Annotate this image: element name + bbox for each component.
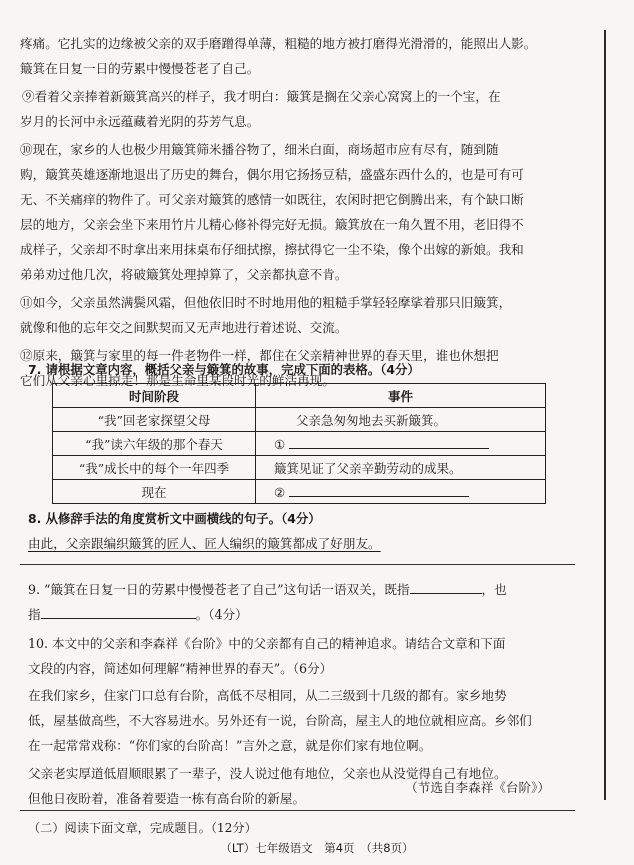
- answer-marker: ①: [274, 436, 286, 452]
- paragraph-11-line2: 就像和他的忘年交之间默契而又无声地进行着述说、交流。: [20, 320, 348, 335]
- question-9-text: 指: [28, 607, 41, 622]
- answer-blank-2[interactable]: [289, 484, 469, 497]
- passage-line: 簸箕在日复一日的劳累中慢慢苍老了自己。: [20, 61, 260, 76]
- paragraph-10-line2: 购，簸箕英雄逐渐地退出了历史的舞台，偶尔用它扬扬豆秸，盛盛东西什么的，也是可有可: [20, 167, 524, 182]
- paragraph-10-line6: 弟弟劝过他几次，将破簸箕处理掉算了，父亲都执意不肯。: [20, 267, 348, 282]
- paragraph-10-line4: 层的地方，父亲会坐下来用竹片儿精心修补得完好无损。簸箕放在一角久置不用，老旧得不: [20, 217, 524, 232]
- excerpt-source: （节选自李森祥《台阶》）: [405, 780, 550, 795]
- paragraph-11-line1: ⑪如今，父亲虽然满鬓风霜，但他依旧时不时地用他的粗糙手掌轻轻摩挲着那只旧簸箕，: [20, 295, 512, 310]
- excerpt-line: 低，屋基做高些，不大容易进水。另外还有一说，台阶高，屋主人的地位就相应高。乡邻们: [28, 713, 532, 728]
- passage-line: 疼痛。它扎实的边缘被父亲的双手磨蹭得单薄，粗糙的地方被打磨得光滑滑的，能照出人影。: [20, 36, 537, 51]
- table-header-stage: 时间阶段: [53, 384, 256, 408]
- stage-cell: “我”成长中的每个一年四季: [53, 456, 256, 480]
- paragraph-12-line2: 它们从父亲心里掠走！那是生命里某段时光的鲜活再现。: [20, 373, 335, 388]
- answer-blank-1[interactable]: [289, 436, 489, 449]
- table-row: [53, 456, 546, 480]
- excerpt-line: 在一起常常戏称：“你们家的台阶高！”言外之意，就是你们家有地位啊。: [28, 738, 432, 753]
- excerpt-line: 在我们家乡，住家门口总有台阶，高低不尽相同，从二三级到十几级的都有。家乡地势: [28, 688, 507, 703]
- paragraph-10-line1: ⑩现在，家乡的人也极少用簸箕筛米播谷物了，细米白面，商场超市应有尽有，随到随: [20, 142, 499, 157]
- table-row: [53, 432, 546, 456]
- question-9-text: ，也: [481, 582, 507, 597]
- underlined-sentence: [28, 532, 598, 556]
- question-10-line1: 10. 本文中的父亲和李森祥《台阶》中的父亲都有自己的精神追求。请结合文章和下面: [28, 636, 506, 651]
- section-2-heading: （二）阅读下面文章，完成题目。（12分）: [28, 821, 257, 835]
- underlined-sentence-text: 由此，父亲跟编织簸箕的匠人、匠人编织的簸箕都成了好朋友。: [28, 536, 381, 551]
- section-divider: [20, 810, 575, 811]
- answer-cell-2[interactable]: [256, 480, 546, 504]
- paragraph-9-line1: ⑨看着父亲捧着新簸箕高兴的样子，我才明白：簸箕是搁在父亲心窝窝上的一个宝，在: [22, 89, 501, 104]
- excerpt-line: 但他日夜盼着，准备着要造一栋有高台阶的新屋。: [28, 791, 306, 806]
- table-header-event: 事件: [256, 384, 546, 408]
- margin-line: [604, 30, 606, 800]
- paragraph-10-line5: 成样子，父亲却不时拿出来用抹桌布仔细拭擦，擦拭得它一尘不染，像个出嫁的新娘。我和: [20, 242, 524, 257]
- question-9-line1: [28, 578, 588, 602]
- answer-cell-1[interactable]: [256, 432, 546, 456]
- answer-blank-q9a[interactable]: [410, 581, 482, 594]
- question-9-text: 。（4分）: [195, 607, 248, 622]
- event-cell: 父亲急匆匆地去买新簸箕。: [256, 408, 546, 432]
- answer-line-q8[interactable]: [20, 564, 575, 565]
- paragraph-10-line3: 无、不关痛痒的物件了。可父亲对簸箕的感情一如既往，农闲时把它倒腾出来，有个缺口断: [20, 192, 524, 207]
- paragraph-12-line1: ⑫原来，簸箕与家里的每一件老物件一样，都住在父亲精神世界的春天里，谁也休想把: [20, 348, 499, 363]
- question-7: 7. 请根据文章内容，概括父亲与簸箕的故事，完成下面的表格。（4分）: [28, 362, 420, 377]
- answer-blank-q9b[interactable]: [41, 606, 196, 619]
- answer-marker: ②: [274, 484, 286, 500]
- page-footer: （LT）七年级语文 第4页 （共8页）: [220, 841, 414, 855]
- event-cell: 簸箕见证了父亲辛勤劳动的成果。: [256, 456, 546, 480]
- table-row: [53, 408, 546, 432]
- excerpt-line: 父亲老实厚道低眉顺眼累了一辈子，没人说过他有地位，父亲也从没觉得自己有地位。: [28, 766, 507, 781]
- stage-cell: 现在: [53, 480, 256, 504]
- events-table: [52, 383, 546, 504]
- question-9-line2: [28, 603, 598, 627]
- stage-cell: “我”读六年级的那个春天: [53, 432, 256, 456]
- question-9-text: 9. “簸箕在日复一日的劳累中慢慢苍老了自己”这句话一语双关，既指: [28, 582, 410, 597]
- paragraph-9-line2: 岁月的长河中永远蕴藏着光阴的芬芳气息。: [20, 114, 260, 129]
- stage-cell: “我”回老家探望父母: [53, 408, 256, 432]
- question-10-line2: 文段的内容，简述如何理解“精神世界的春天”。（6分）: [28, 661, 333, 676]
- table-row: [53, 480, 546, 504]
- question-8: 8. 从修辞手法的角度赏析文中画横线的句子。（4分）: [28, 511, 321, 526]
